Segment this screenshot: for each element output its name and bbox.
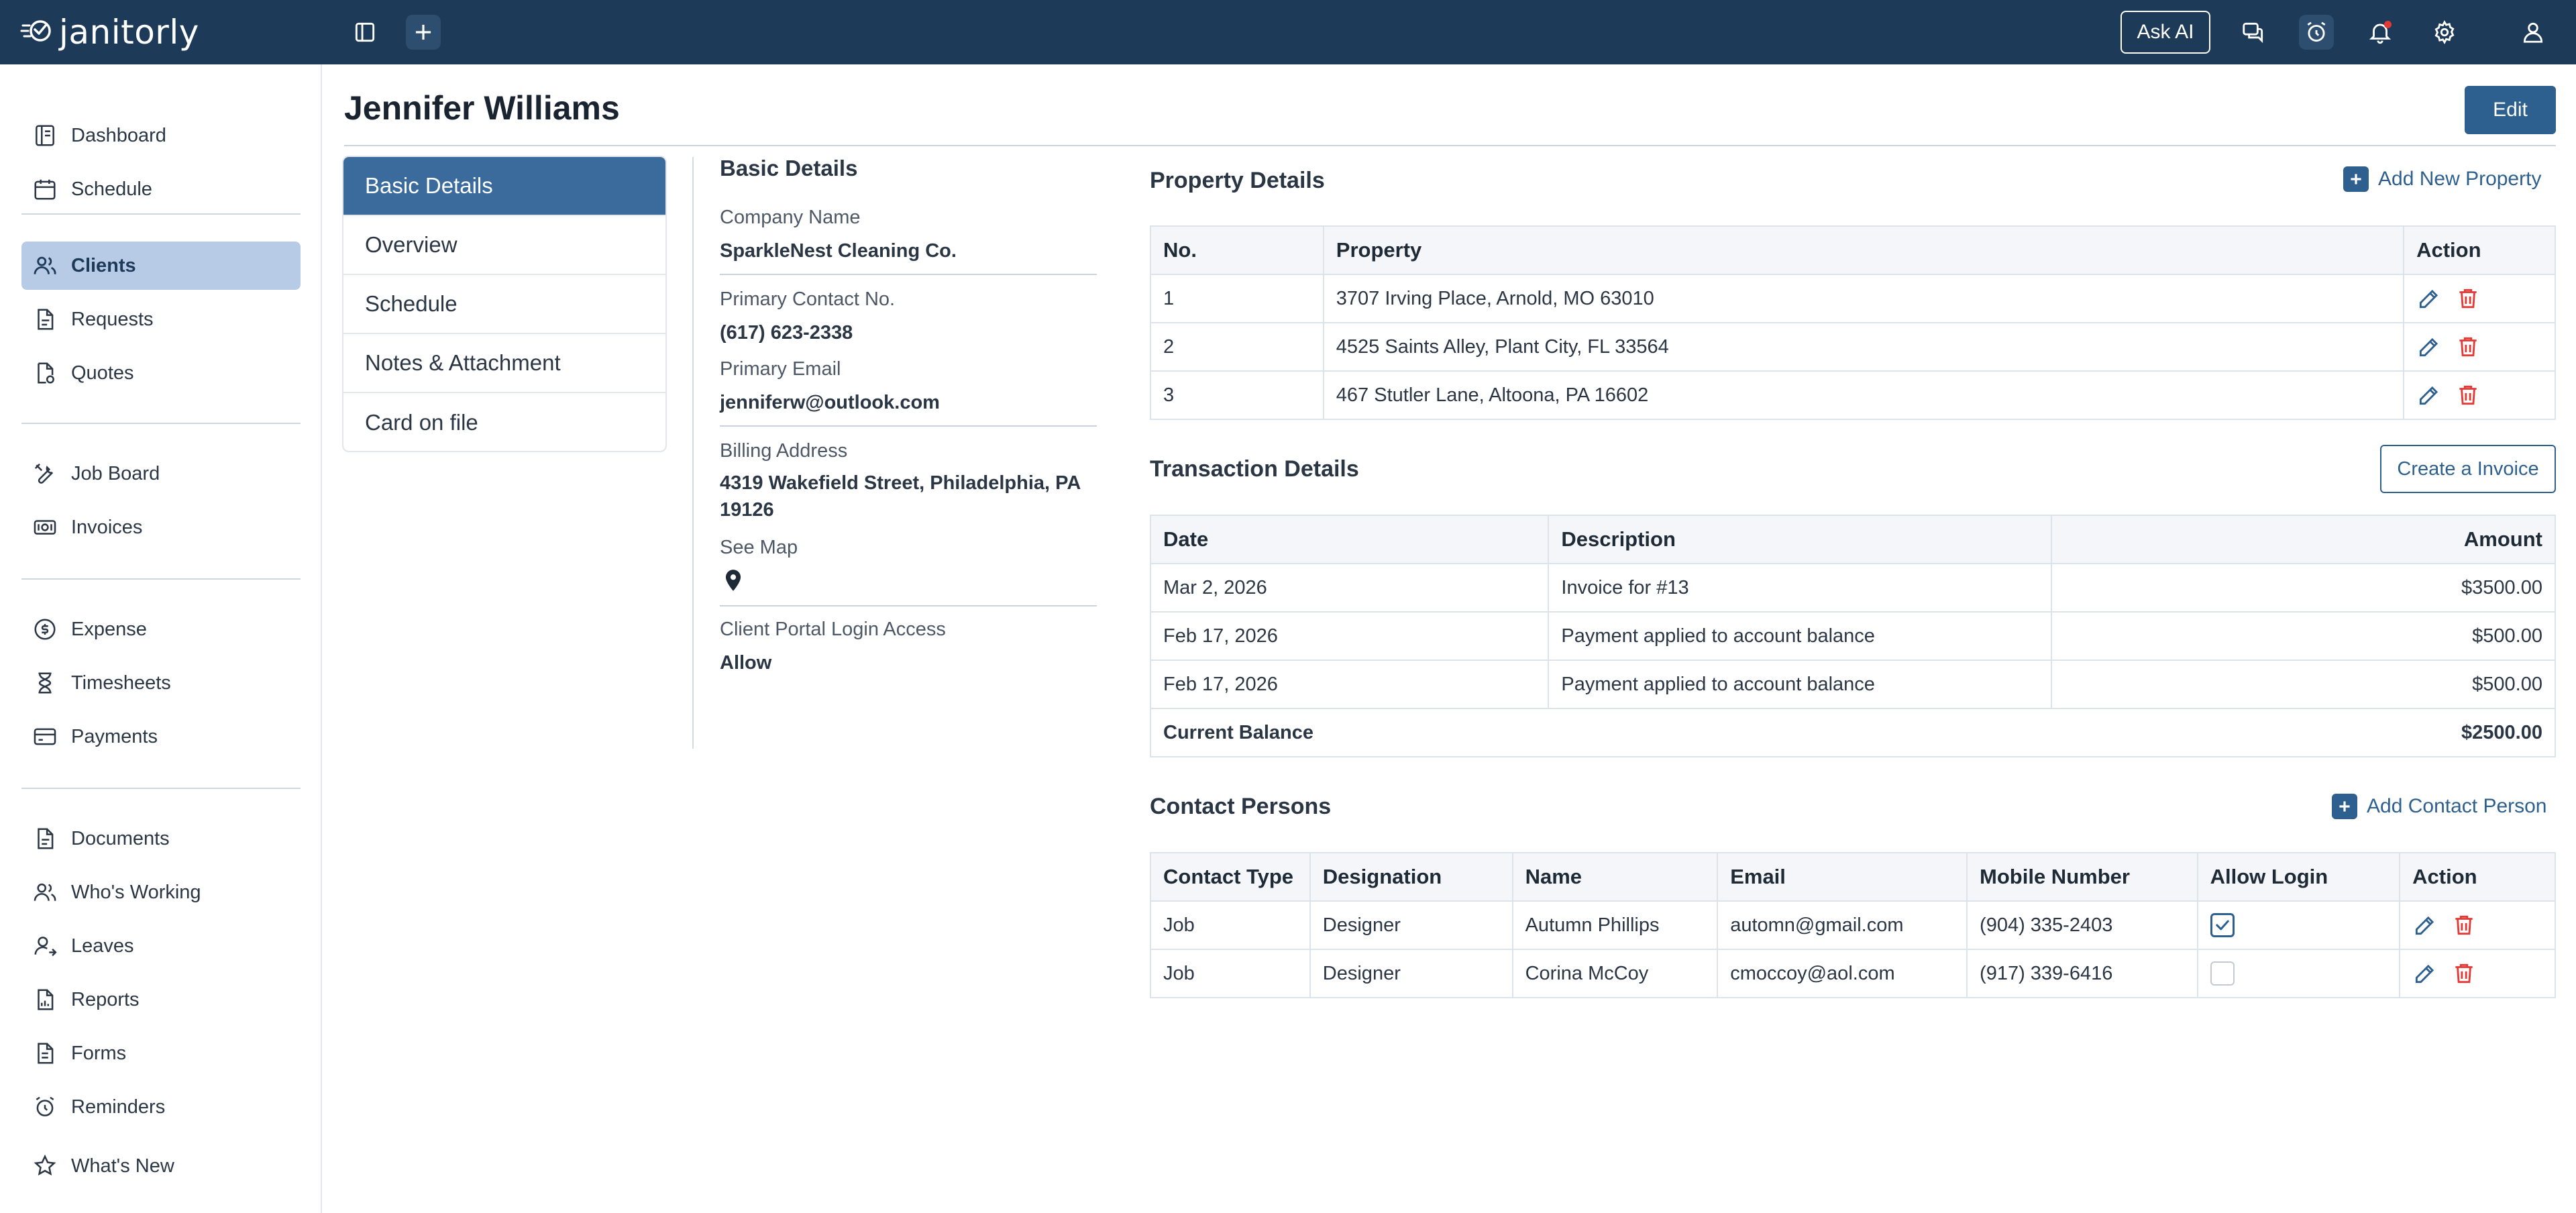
users-icon	[32, 880, 58, 905]
basic-details-panel	[720, 156, 1097, 181]
sidebar-item-label: Timesheets	[71, 672, 171, 694]
column-header: Action	[2404, 226, 2555, 274]
sidebar-item-schedule[interactable]	[21, 165, 301, 213]
contact-mobile: (904) 335-2403	[1967, 901, 2198, 949]
sidebar-item-label: Invoices	[71, 516, 143, 538]
property-address: 467 Stutler Lane, Altoona, PA 16602	[1324, 371, 2404, 419]
edit-icon[interactable]	[2416, 382, 2442, 408]
reminders-button[interactable]	[2299, 15, 2334, 50]
settings-button[interactable]	[2427, 15, 2462, 50]
alarm-clock-icon	[2304, 19, 2329, 45]
table-row	[1150, 323, 2555, 371]
contact-designation: Designer	[1310, 949, 1513, 998]
contact-email: automn@gmail.com	[1717, 901, 1967, 949]
sidebar-item-forms[interactable]	[21, 1029, 301, 1077]
detail-tabs	[342, 156, 667, 452]
basic-details-divider	[692, 157, 694, 749]
property-no: 3	[1150, 371, 1324, 419]
field-divider	[720, 605, 1097, 606]
primary-contact-value: (617) 623-2338	[720, 322, 853, 344]
transaction-description: Payment applied to account balance	[1548, 612, 2051, 660]
column-header: Description	[1548, 515, 2051, 564]
dollar-circle-icon	[32, 617, 58, 642]
dashboard-icon	[32, 123, 58, 148]
contact-type: Job	[1150, 901, 1310, 949]
transaction-amount: $500.00	[2051, 660, 2555, 708]
sidebar-item-label: Quotes	[71, 362, 134, 384]
sidebar-divider	[21, 213, 301, 215]
contact-email: cmoccoy@aol.com	[1717, 949, 1967, 998]
transaction-amount: $500.00	[2051, 612, 2555, 660]
see-map-label: See Map	[720, 537, 798, 558]
property-address: 3707 Irving Place, Arnold, MO 63010	[1324, 274, 2404, 323]
transaction-date: Mar 2, 2026	[1150, 564, 1548, 612]
column-header: Property	[1324, 226, 2404, 274]
primary-email-value: jenniferw@outlook.com	[720, 392, 940, 413]
sidebar-item-label: Dashboard	[71, 124, 166, 146]
user-icon	[2520, 19, 2546, 45]
credit-card-icon	[32, 724, 58, 749]
column-header: Name	[1513, 853, 1718, 901]
app-name: janitorly	[59, 13, 199, 52]
transaction-details-title: Transaction Details	[1150, 456, 1359, 482]
users-icon	[32, 253, 58, 278]
trash-icon[interactable]	[2451, 912, 2477, 938]
transaction-table	[1150, 515, 2556, 757]
property-no: 2	[1150, 323, 1324, 371]
primary-email-label: Primary Email	[720, 358, 841, 380]
alarm-clock-icon	[32, 1094, 58, 1120]
sidebar-item-dashboard[interactable]	[21, 111, 301, 160]
transaction-date: Feb 17, 2026	[1150, 660, 1548, 708]
sidebar-divider	[21, 578, 301, 580]
transaction-amount: $3500.00	[2051, 564, 2555, 612]
sidebar-item-job-board[interactable]	[21, 450, 301, 498]
sidebar-item-documents[interactable]	[21, 814, 301, 863]
tab-schedule[interactable]: Schedule	[343, 275, 665, 334]
plus-icon	[2332, 794, 2357, 819]
billing-address-label: Billing Address	[720, 440, 848, 462]
table-row	[1150, 564, 2555, 612]
edit-icon[interactable]	[2416, 286, 2442, 311]
top-bar	[0, 0, 2576, 64]
sidebar-item-label: What's New	[71, 1155, 174, 1177]
calendar-icon	[32, 176, 58, 202]
table-row	[1150, 371, 2555, 419]
balance-row	[1150, 708, 2555, 757]
add-contact-person-label: Add Contact Person	[2367, 795, 2547, 817]
sidebar-toggle-icon	[352, 19, 378, 45]
column-header: Amount	[2051, 515, 2555, 564]
sidebar-item-whats-new[interactable]	[21, 1142, 301, 1190]
sidebar-item-label: Documents	[71, 827, 170, 849]
sidebar-item-label: Leaves	[71, 935, 134, 957]
table-row	[1150, 901, 2555, 949]
sidebar-item-label: Clients	[71, 254, 136, 276]
contact-name: Autumn Phillips	[1513, 901, 1718, 949]
tab-notes-attachment[interactable]: Notes & Attachment	[343, 334, 665, 393]
sidebar-item-reports[interactable]	[21, 975, 301, 1024]
page-title: Jennifer Williams	[344, 89, 620, 127]
sidebar-item-timesheets[interactable]	[21, 659, 301, 707]
edit-icon[interactable]	[2412, 912, 2438, 938]
column-header: No.	[1150, 226, 1324, 274]
sidebar-item-label: Reminders	[71, 1096, 166, 1118]
notification-badge	[2384, 21, 2392, 28]
star-badge-icon	[32, 1153, 58, 1179]
contact-persons-table	[1150, 852, 2556, 998]
notifications-button[interactable]	[2363, 15, 2398, 50]
sidebar-toggle-button[interactable]	[347, 15, 382, 50]
table-row	[1150, 949, 2555, 998]
trash-icon[interactable]	[2455, 334, 2481, 360]
sidebar-item-label: Reports	[71, 988, 140, 1010]
plus-icon	[2343, 166, 2369, 192]
sidebar-item-invoices[interactable]	[21, 503, 301, 551]
map-pin-icon	[720, 568, 746, 593]
report-icon	[32, 987, 58, 1012]
column-header: Mobile Number	[1967, 853, 2198, 901]
create-invoice-button[interactable]: Create a Invoice	[2380, 445, 2556, 493]
action-cell	[2404, 323, 2555, 371]
check-icon	[2213, 916, 2232, 935]
tab-card-on-file[interactable]: Card on file	[365, 410, 478, 435]
allow-login-cell	[2198, 901, 2400, 949]
sidebar-item-quotes[interactable]	[21, 349, 301, 397]
trash-icon[interactable]	[2455, 382, 2481, 408]
table-header-row	[1150, 226, 2555, 274]
map-pin-button[interactable]	[720, 568, 746, 593]
trash-icon[interactable]	[2451, 961, 2477, 986]
hourglass-icon	[32, 670, 58, 696]
sidebar-divider	[21, 423, 301, 424]
profile-button[interactable]	[2516, 15, 2551, 50]
user-leave-icon	[32, 933, 58, 959]
logo-icon	[20, 13, 58, 51]
sidebar-item-leaves[interactable]	[21, 922, 301, 970]
primary-contact-label: Primary Contact No.	[720, 288, 896, 310]
sidebar-item-requests[interactable]	[21, 295, 301, 344]
document-icon	[32, 826, 58, 851]
contact-mobile: (917) 339-6416	[1967, 949, 2198, 998]
tab-overview[interactable]: Overview	[343, 216, 665, 275]
sidebar-item-label: Job Board	[71, 462, 160, 484]
property-address: 4525 Saints Alley, Plant City, FL 33564	[1324, 323, 2404, 371]
sidebar-item-reminders[interactable]	[21, 1083, 301, 1131]
plus-icon	[411, 19, 436, 45]
company-name-value: SparkleNest Cleaning Co.	[720, 240, 957, 262]
form-icon	[32, 1041, 58, 1066]
sidebar-item-payments[interactable]	[21, 713, 301, 761]
trash-icon[interactable]	[2455, 286, 2481, 311]
transaction-date: Feb 17, 2026	[1150, 612, 1548, 660]
table-row	[1150, 612, 2555, 660]
sidebar-item-label: Requests	[71, 308, 154, 330]
contact-persons-title: Contact Persons	[1150, 794, 1332, 819]
add-contact-person-button[interactable]	[2332, 794, 2547, 819]
action-cell	[2404, 371, 2555, 419]
sidebar-item-label: Payments	[71, 725, 158, 747]
allow-login-cell	[2198, 949, 2400, 998]
sidebar	[0, 64, 322, 1213]
column-header: Email	[1717, 853, 1967, 901]
property-no: 1	[1150, 274, 1324, 323]
ask-ai-button[interactable]: Ask AI	[2121, 11, 2210, 54]
messages-button[interactable]	[2236, 15, 2271, 50]
transaction-description: Payment applied to account balance	[1548, 660, 2051, 708]
allow-login-checkbox[interactable]	[2210, 913, 2235, 937]
gear-icon	[2432, 19, 2457, 45]
current-balance-label: Current Balance	[1150, 708, 2051, 757]
transaction-description: Invoice for #13	[1548, 564, 2051, 612]
contact-designation: Designer	[1310, 901, 1513, 949]
dollar-bill-icon	[32, 515, 58, 540]
add-new-property-label: Add New Property	[2378, 168, 2542, 190]
quote-document-icon	[32, 360, 58, 386]
sidebar-item-label: Who's Working	[71, 881, 201, 903]
sidebar-divider	[21, 788, 301, 789]
column-header: Designation	[1310, 853, 1513, 901]
contact-name: Corina McCoy	[1513, 949, 1718, 998]
property-details-title: Property Details	[1150, 168, 1325, 193]
add-new-property-button[interactable]	[2343, 166, 2541, 192]
app-logo[interactable]	[20, 0, 199, 64]
column-header: Contact Type	[1150, 853, 1310, 901]
edit-icon[interactable]	[2412, 961, 2438, 986]
action-cell	[2400, 901, 2555, 949]
contact-type: Job	[1150, 949, 1310, 998]
title-divider	[344, 145, 2556, 146]
column-header: Allow Login	[2198, 853, 2400, 901]
sidebar-item-label: Schedule	[71, 178, 152, 200]
tools-icon	[32, 461, 58, 486]
allow-login-checkbox[interactable]	[2210, 961, 2235, 986]
portal-access-value: Allow	[720, 652, 772, 674]
current-balance-value: $2500.00	[2051, 708, 2555, 757]
basic-details-heading: Basic Details	[720, 156, 858, 180]
property-table	[1150, 225, 2556, 420]
billing-address-value: 4319 Wakefield Street, Philadelphia, PA 19126	[720, 472, 1081, 521]
column-header: Action	[2400, 853, 2555, 901]
sidebar-item-whos-working[interactable]	[21, 868, 301, 916]
sidebar-item-label: Forms	[71, 1042, 127, 1064]
table-row	[1150, 274, 2555, 323]
table-row	[1150, 660, 2555, 708]
sidebar-item-expense[interactable]	[21, 605, 301, 653]
quick-add-button[interactable]	[406, 15, 441, 50]
sidebar-item-label: Expense	[71, 618, 147, 640]
column-header: Date	[1150, 515, 1548, 564]
edit-button[interactable]: Edit	[2465, 86, 2556, 134]
sidebar-item-clients[interactable]	[21, 242, 301, 290]
field-divider	[720, 274, 1097, 275]
tab-basic-details[interactable]: Basic Details	[343, 157, 665, 216]
chat-icon	[2241, 19, 2266, 45]
field-divider	[720, 425, 1097, 427]
document-icon	[32, 307, 58, 332]
table-header-row	[1150, 853, 2555, 901]
table-header-row	[1150, 515, 2555, 564]
portal-access-label: Client Portal Login Access	[720, 619, 946, 640]
edit-icon[interactable]	[2416, 334, 2442, 360]
company-name-label: Company Name	[720, 207, 861, 228]
action-cell	[2404, 274, 2555, 323]
action-cell	[2400, 949, 2555, 998]
